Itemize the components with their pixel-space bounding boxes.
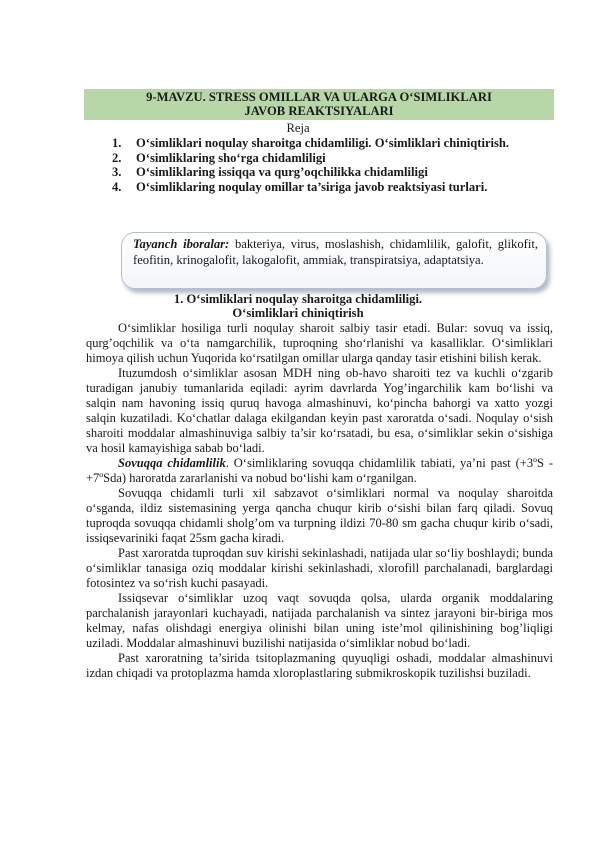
plan-item-number: 2. [112, 150, 122, 165]
paragraph [86, 456, 553, 486]
paragraph [86, 591, 553, 651]
plan-item [112, 151, 552, 166]
plan-list [112, 136, 552, 194]
paragraph [86, 546, 553, 591]
paragraph [86, 366, 553, 456]
paragraph-text: . O‘simliklaring sovuqqa chidamlilik tabiati, ya’ni past (+3ºS - +7ºSda) haroratda zararlanishi va nobud bo‘lishi kam o‘rganilgan. [86, 456, 553, 485]
paragraph-text: Issiqsevar o‘simliklar uzoq vaqt sovuqda qolsa, ularda organik moddalaring parchalanish jarayonlari kuchayadi, natijada parchalanish va sintez jarayoni bir-biriga mos kelmay, nafas olishdagi energiya olinishi bilan uning iste’mol qilinishining bog’liqligi uziladi. Moddalar almashinuvi buzilishi natijasida o‘simliklar nobud bo‘ladi. [86, 591, 553, 650]
paragraph [86, 651, 553, 681]
plan-heading: Reja [286, 121, 310, 135]
paragraph [86, 486, 553, 546]
plan-item-number: 4. [112, 179, 122, 194]
section-title-line-1: 1. O‘simliklari noqulay sharoitga chidamliligi. [173, 292, 423, 306]
paragraph-text: Ituzumdosh o‘simliklar asosan MDH ning ob-havo sharoiti tez va kuchli o‘zgarib turadigan janubiy tumanlarida eqiladi: ayrim davrlarda Yog’ingarchilik kam bo‘lishi va salqin nam havoning issiq quruq havoga almashinuvi, ko‘pincha bahorgi va xatto yozgi salqin kuzatiladi. Ko‘chatlar dalaga ekilgandan keyin past xaroratda o‘sadi. Noqulay o‘sish sharoiti moddalar almashinuviga salbiy ta’sir ko‘rsatadi, bu esa, o‘simliklar sekin o‘sishiga va hosil kamayishiga sabab bo‘ladi. [86, 366, 553, 455]
plan-item-text: O‘simliklaring issiqqa va qurg’oqchilikka chidamliligi [136, 165, 428, 179]
title-line-2: JAVOB REAKTSIYALARI [244, 104, 394, 118]
plan-item-number: 1. [112, 136, 122, 150]
paragraph-lead: Sovuqqa chidamlilik [118, 456, 226, 470]
keywords-label: Tayanch iboralar: [133, 237, 230, 251]
paragraph-text: Past xaroratda tuproqdan suv kirishi sekinlashadi, natijada ular so‘liy boshlaydi; bunda o‘simliklar tanasiga oziq moddalar kirishi sekinlashadi, xlorofill parchalanadi, barglardagi fotosintez va so‘rish kuchi pasayadi. [86, 546, 553, 590]
plan-item-number: 3. [112, 165, 122, 179]
body-text [86, 321, 553, 681]
title-line-1: 9-MAVZU. STRESS OMILLAR VA ULARGA O‘SIMLIKLARI [146, 90, 492, 104]
paragraph [86, 321, 553, 366]
page-title [84, 90, 554, 118]
plan-item-text: O‘simliklari noqulay sharoitga chidamliligi. O‘simliklari chiniqtirish. [136, 136, 510, 150]
plan-item [112, 136, 552, 151]
keywords-text [133, 237, 538, 268]
paragraph-text: Sovuqqa chidamli turli xil sabzavot o‘simliklari normal va noqulay sharoitda o‘sganda, ildiz sistemasining yerga qancha chuqur kirib o‘sishi bilan farq qiladi. Sovuq tuproqda sovuqqa chidamli sholg’om va turpning ildizi 70-80 sm gacha chuqur kirib o‘sadi, issiqsevariniki faqat 25sm gacha kiradi. [86, 486, 553, 545]
paragraph-text: O‘simliklar hosiliga turli noqulay sharoit salbiy tasir etadi. Bular: sovuq va issiq, qurg’oqchilik va o‘ta namgarchilik, tuproqning sho‘rlanishi va kasalliklar. O‘simliklari himoya qilish uchun Yuqorida ko‘rsatilgan omillar ularga qanday tasir etishini bilish kerak. [86, 321, 553, 365]
plan-item-text: O‘simliklaring sho‘rga chidamliligi [136, 150, 326, 165]
keywords-list: bakteriya, virus, moslashish, chidamlilik, galofit, glikofit, feofitin, krinogalofit, lakogalofit, ammiak, transpiratsiya, adaptatsiya. [133, 237, 538, 267]
plan-item [112, 180, 552, 195]
plan-item-text: O‘simliklaring noqulay omillar ta’siriga javob reaktsiyasi turlari. [136, 179, 488, 194]
section-title-line-2: O‘simliklari chiniqtirish [232, 306, 364, 320]
plan-item [112, 165, 552, 180]
paragraph-text: Past xaroratning ta’sirida tsitoplazmaning quyuqligi oshadi, moddalar almashinuvi izdan chiqadi va protoplazma hamda xloroplastlaring submikroskopik tuzilishsi buziladi. [86, 651, 553, 680]
